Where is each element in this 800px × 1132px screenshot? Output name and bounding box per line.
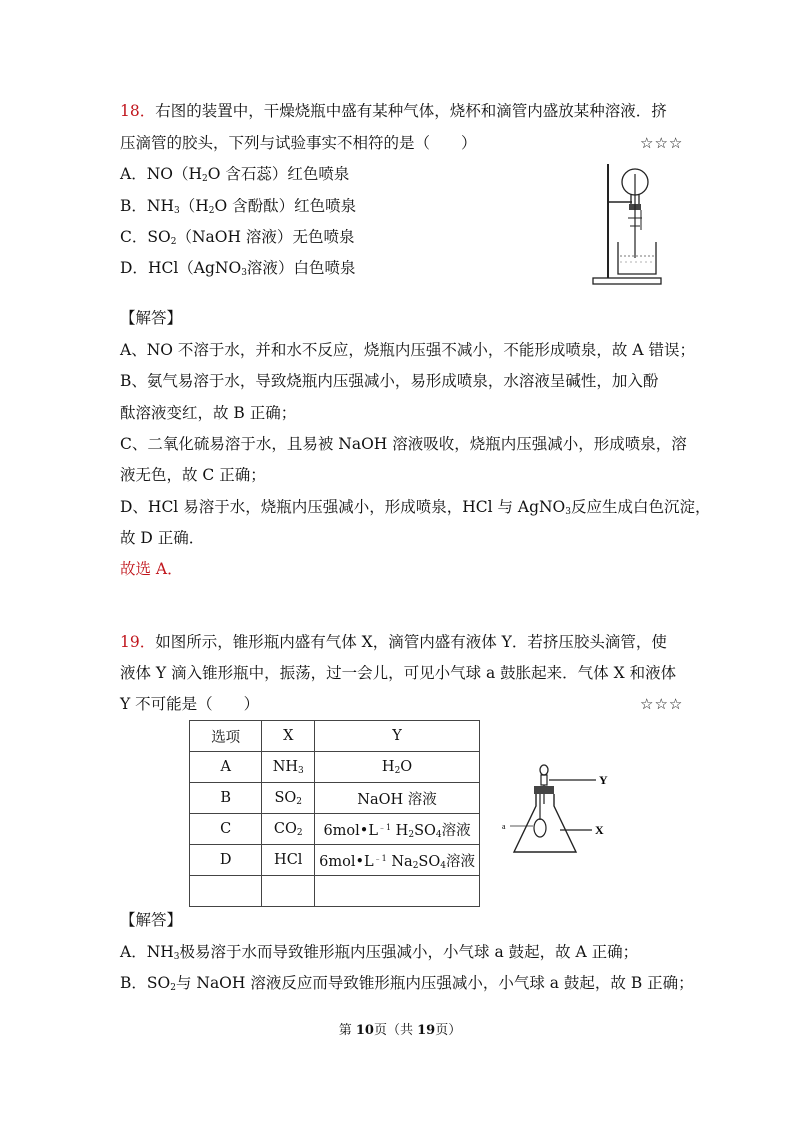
q18-line2: 压滴管的胶头，下列与试验事实不相符的是（ ） (120, 134, 477, 152)
table-row: B $SO_2$ NaOH 溶液 (190, 783, 480, 814)
q18-answer-header: 【解答】 (120, 309, 183, 327)
q18-solution-a: A、NO 不溶于水，并和水不反应，烧瓶内压强不减小，不能形成喷泉，故 A 错误； (120, 341, 695, 359)
q19-solution-a: A．$NH_3$极易溶于水而导致锥形瓶内压强减小，小气球 a 鼓起，故 A 正确； (120, 943, 639, 962)
label-x: X (595, 823, 604, 837)
q18-solution-b2: 酞溶液变红，故 B 正确； (120, 404, 297, 422)
q18-solution-c2: 液无色，故 C 正确； (120, 466, 266, 484)
table-row: A $NH_3$ $H_2O$ (190, 752, 480, 783)
q19-difficulty-stars: ☆☆☆ (640, 695, 684, 713)
q19-line2: 液体 Y 滴入锥形瓶中，振荡，过一会儿，可见小气球 a 鼓胀起来．气体 X 和液体 (120, 664, 677, 682)
q19-line1: 19．如图所示，锥形瓶内盛有气体 X，滴管内盛有液体 Y．若挤压胶头滴管，使 (120, 633, 667, 651)
q18-solution-c1: C、二氧化硫易溶于水，且易被 NaOH 溶液吸收，烧瓶内压强减小，形成喷泉，溶 (120, 435, 687, 453)
q18-option-b: B．$NH_3(H_2O$ 含酚酞）红色喷泉 (120, 197, 357, 216)
page-footer: 第 10页（共 19页） (338, 1023, 462, 1038)
q18-solution-d2: 故 D 正确． (120, 529, 205, 547)
q18-difficulty-stars: ☆☆☆ (640, 134, 684, 152)
page-number: 10 (355, 1023, 374, 1038)
q19-answer-header: 【解答】 (120, 911, 183, 929)
q19-line3: Y 不可能是（ ） (120, 695, 260, 713)
q18-option-d: D．HCl（AgNO$_3$溶液）白色喷泉 (120, 259, 356, 278)
q19-solution-b: B．$SO_2$与 NaOH 溶液反应而导致锥形瓶内压强减小，小气球 a 鼓起，故 B 正确； (120, 974, 694, 993)
table-row: C $CO_2$ $6mol•L^{﹣1}$ $H_2SO_4$溶液 (190, 814, 480, 845)
q18-option-a: A．$NO(H_2O$ 含石蕊）红色喷泉 (120, 165, 350, 184)
q18-number: 18． (120, 102, 156, 120)
q18-line1: 18．右图的装置中，干燥烧瓶中盛有某种气体，烧杯和滴管内盛放某种溶液．挤 (120, 102, 667, 120)
q18-solution-b1: B、氨气易溶于水，导致烧瓶内压强减小，易形成喷泉，水溶液呈碱性，加入酚 (120, 372, 659, 390)
fountain-apparatus-figure (590, 160, 665, 288)
label-a: a (502, 822, 506, 831)
page-total: 19 (417, 1023, 436, 1038)
label-y: Y (599, 773, 608, 787)
q19-options-table (189, 720, 480, 907)
q18-solution-d1: D、HCl 易溶于水，烧瓶内压强减小，形成喷泉，HCl 与 AgNO$_3$反应生成白色沉淀， (120, 498, 711, 517)
q19-number: 19． (120, 633, 156, 651)
erlenmeyer-flask-figure (500, 760, 615, 860)
table-row-empty (190, 876, 480, 907)
q18-answer-choice: 故选 A． (120, 560, 183, 578)
table-row: D HCl $6mol•L^{﹣1}$ $Na_2SO_4$溶液 (190, 845, 480, 876)
table-header-row: 选项 X Y (190, 721, 480, 752)
q18-option-c: C．$SO_2(NaOH$ 溶液）无色喷泉 (120, 228, 355, 247)
